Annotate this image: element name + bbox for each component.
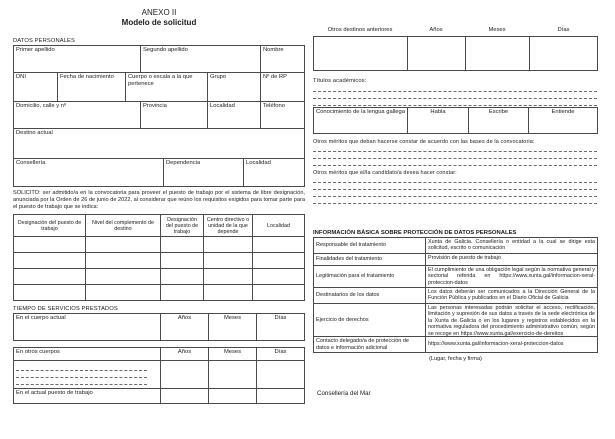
- field-nivel-complemento[interactable]: [86, 269, 161, 284]
- document-title: [13, 8, 305, 27]
- field-label: Dependencia: [166, 160, 201, 166]
- column-label: Otros destinos anteriores: [327, 27, 393, 33]
- table-row: [314, 304, 597, 337]
- field-label: DNI: [16, 74, 26, 80]
- field-actual-puesto[interactable]: [14, 389, 161, 403]
- fill-in-line[interactable]: [313, 152, 597, 159]
- field-primer-apellido[interactable]: [14, 46, 141, 72]
- signature-hint: (Lugar, fecha y firma): [429, 356, 482, 362]
- field-label: Consellería: [16, 160, 46, 166]
- puesto-trabajo-table: [13, 214, 305, 301]
- table-row: [14, 269, 304, 285]
- field-label: Fecha de nacimiento: [60, 74, 114, 80]
- field-anos[interactable]: [161, 389, 209, 403]
- pd-row-label: Destinatarios de los datos: [314, 288, 426, 303]
- field-telefono[interactable]: [261, 102, 304, 128]
- meritos-candidato-fill-lines: [313, 176, 597, 204]
- field-habla[interactable]: [408, 108, 469, 133]
- field-meses[interactable]: [466, 37, 530, 70]
- column-label: Días: [274, 315, 287, 321]
- table-row: [14, 389, 304, 404]
- pd-row-label: Legitimación para el tratamiento: [314, 266, 426, 287]
- field-nivel-complemento[interactable]: [86, 285, 161, 300]
- column-label: Años: [429, 27, 443, 33]
- field-designacion-puesto-2[interactable]: [161, 285, 204, 300]
- field-dependencia[interactable]: [164, 159, 244, 186]
- field-nivel-complemento[interactable]: [86, 253, 161, 268]
- table-row: [314, 254, 597, 266]
- field-label: Localidad: [246, 160, 271, 166]
- field-localidad-2[interactable]: [244, 159, 304, 186]
- field-fecha-nacimiento[interactable]: [58, 73, 126, 101]
- field-grupo[interactable]: [208, 73, 261, 101]
- meritos-bases-fill-lines: [313, 145, 597, 166]
- table-row: [314, 288, 597, 304]
- table-header-row: [14, 348, 304, 361]
- field-label: Domicilio, calle y nº: [16, 103, 67, 109]
- field-label: Teléfono: [263, 103, 285, 109]
- field-nivel-complemento[interactable]: [86, 237, 161, 252]
- column-label: Meses: [223, 315, 242, 321]
- column-header: [253, 215, 304, 236]
- field-anos[interactable]: [408, 37, 466, 70]
- field-label: En otros cuerpos: [16, 349, 60, 355]
- header-label: Designación del puesto de trabajo: [17, 219, 82, 232]
- field-designacion-puesto[interactable]: [14, 285, 86, 300]
- field-label: Segundo apellido: [143, 47, 188, 53]
- column-label: Días: [274, 349, 287, 355]
- footer-department: Consellería del Mar: [317, 390, 371, 397]
- otros-destinos-header: [313, 27, 598, 33]
- field-anos[interactable]: [161, 314, 209, 340]
- pd-row-value: Los datos deberán ser comunicados a la Dirección General de la Función Pública y publicados en el Diario Oficial de Galicia: [428, 289, 595, 302]
- annex-title: ANEXO II: [141, 8, 177, 17]
- field-designacion-puesto[interactable]: [14, 253, 86, 268]
- column-label: Entiende: [551, 109, 575, 115]
- field-localidad-puesto[interactable]: [253, 269, 304, 284]
- table-row: [14, 237, 304, 253]
- table-row: [14, 159, 304, 187]
- field-localidad-puesto[interactable]: [253, 285, 304, 300]
- otros-meritos-candidato-label: Otros méritos que el/la candidato/a desea hacer constar:: [313, 170, 457, 176]
- field-label: Destino actual: [16, 130, 53, 136]
- field-localidad-puesto[interactable]: [253, 237, 304, 252]
- table-row: [314, 337, 597, 353]
- field-label: Primer apellido: [16, 47, 55, 53]
- table-row: [14, 46, 304, 73]
- fill-in-line[interactable]: [16, 364, 147, 371]
- table-row: [14, 253, 304, 269]
- field-dias[interactable]: [257, 389, 304, 403]
- column-header: [86, 215, 161, 236]
- column-label: Escribe: [488, 109, 509, 115]
- right-column: [313, 0, 598, 439]
- table-row: [14, 314, 304, 341]
- field-label: Nombre: [263, 47, 284, 53]
- field-label: En el cuerpo actual: [16, 315, 66, 321]
- field-conselleria[interactable]: [14, 159, 164, 186]
- pd-row-label: Ejercicio de derechos: [314, 304, 426, 336]
- field-cuerpo-actual[interactable]: [14, 314, 161, 340]
- column-label: Meses: [488, 27, 506, 33]
- pd-row-value: Xunta de Galicia. Consellería o entidad a la cual se dirige esta solicitud, escrito o comunicación: [428, 239, 595, 252]
- column-header: [209, 348, 257, 360]
- column-header: [14, 215, 86, 236]
- fill-in-line[interactable]: [313, 183, 597, 190]
- table-row: [14, 361, 304, 389]
- otros-meritos-bases-label: Otros méritos que deban hacerse constar de acuerdo con las bases de la convocatoria:: [313, 139, 535, 145]
- field-dias[interactable]: [530, 37, 597, 70]
- table-row: [14, 73, 304, 102]
- field-meses[interactable]: [209, 314, 257, 340]
- header-label: Localidad: [266, 222, 291, 229]
- table-header-row: [14, 215, 304, 237]
- field-otros-cuerpos-lines[interactable]: [14, 361, 161, 388]
- field-label: Localidad: [210, 103, 235, 109]
- titulos-fill-lines: [313, 85, 597, 106]
- field-segundo-apellido[interactable]: [141, 46, 261, 72]
- lengua-gallega-table: [313, 107, 598, 134]
- fill-in-line[interactable]: [313, 92, 597, 99]
- field-anos[interactable]: [161, 361, 209, 388]
- pd-row-value: Provisión de puesto de trabajo: [428, 255, 501, 261]
- field-nombre[interactable]: [261, 46, 304, 72]
- fill-in-line[interactable]: [313, 176, 597, 183]
- datos-personales-table: [13, 45, 305, 187]
- field-designacion-puesto-2[interactable]: [161, 237, 204, 252]
- field-label: Nº de RP: [263, 74, 288, 80]
- table-row: [14, 129, 304, 159]
- header-label: Nivel del complemento de destino: [91, 219, 155, 232]
- field-lengua-gallega[interactable]: [314, 108, 408, 133]
- field-cuerpo-escala[interactable]: [126, 73, 208, 101]
- cuerpo-actual-table: [13, 313, 305, 341]
- field-designacion-puesto[interactable]: [14, 269, 86, 284]
- field-designacion-puesto[interactable]: [14, 237, 86, 252]
- field-escribe[interactable]: [469, 108, 529, 133]
- column-header: [161, 215, 204, 236]
- field-centro-directivo[interactable]: [204, 237, 253, 252]
- field-label: Cuerpo o escala a la que pertenece: [128, 74, 193, 87]
- section-datos-personales: DATOS PERSONALES: [13, 38, 75, 44]
- otros-cuerpos-table: [13, 347, 305, 404]
- field-centro-directivo[interactable]: [204, 253, 253, 268]
- pd-row-label: Responsable del tratamiento: [314, 238, 426, 253]
- field-domicilio[interactable]: [14, 102, 141, 128]
- table-row: [314, 266, 597, 288]
- left-column: [13, 0, 305, 439]
- table-row: [314, 37, 597, 71]
- pd-row-label: Contacto delegado/a de protección de datos e información adicional: [314, 337, 426, 352]
- fill-in-line[interactable]: [313, 99, 597, 106]
- titulos-academicos-label: Títulos académicos:: [313, 78, 367, 84]
- solicito-paragraph: SOLICITO: ser admitido/a en la convocatoria para proveer el puesto de trabajo por el sistema de libre designación, anunciada por la Orden de 26 de junio de 2022, al considerar que reúno los requisitos exigidos para tomar parte para el puesto de trabajo que se indica:: [13, 190, 305, 210]
- column-header: [161, 348, 209, 360]
- field-provincia[interactable]: [141, 102, 208, 128]
- proteccion-datos-title: INFORMACIÓN BÁSICA SOBRE PROTECCIÓN DE DATOS PERSONALES: [313, 230, 517, 236]
- field-localidad[interactable]: [208, 102, 261, 128]
- field-destino-actual[interactable]: [14, 129, 304, 158]
- otros-destinos-table: [313, 36, 598, 71]
- field-localidad-puesto[interactable]: [253, 253, 304, 268]
- field-otros-destinos[interactable]: [314, 37, 408, 70]
- field-entiende[interactable]: [529, 108, 597, 133]
- header-label: Designación del puesto de trabajo: [165, 216, 199, 235]
- header-label: Centro directivo o unidad de la que depende: [206, 216, 250, 235]
- fill-in-line[interactable]: [16, 371, 147, 378]
- table-row: [14, 285, 304, 301]
- column-label: Días: [557, 27, 570, 33]
- column-label: Años: [177, 315, 192, 321]
- field-centro-directivo[interactable]: [204, 285, 253, 300]
- fill-in-line[interactable]: [313, 159, 597, 166]
- field-label: En el actual puesto de trabajo: [16, 390, 93, 396]
- field-label: Conocimiento de la lengua gallega: [316, 109, 405, 115]
- pd-row-value: El cumplimiento de una obligación legal según la normativa general y sectorial referida en https://www.xunta.gal/informacion-xeral-proteccion-datos: [428, 267, 595, 286]
- pd-row-value: Las personas interesadas podrán solicitar el acceso, rectificación, limitación y supresión de sus datos a través de la sede electrónica de la Xunta de Galicia o en los lugares y registros establecidos en la normativa reguladora del procedimiento administrativo común, según se recoge en https://www.xunta.gal/exercicio-de-dereitos: [428, 305, 595, 336]
- table-row: [314, 108, 597, 134]
- field-designacion-puesto-2[interactable]: [161, 269, 204, 284]
- field-dias[interactable]: [257, 314, 304, 340]
- section-tiempo-servicios: TIEMPO DE SERVICIOS PRESTADOS: [13, 306, 118, 312]
- column-header: [257, 348, 304, 360]
- column-label: Habla: [430, 109, 446, 115]
- fill-in-line[interactable]: [313, 145, 597, 152]
- field-label: Grupo: [210, 74, 227, 80]
- field-num-rp[interactable]: [261, 73, 304, 101]
- fill-in-line[interactable]: [313, 85, 597, 92]
- field-dias[interactable]: [257, 361, 304, 388]
- fill-in-line[interactable]: [16, 378, 147, 385]
- pd-row-value: https://www.xunta.gal/informacion-xeral-proteccion-datos: [428, 341, 564, 348]
- table-row: [14, 102, 304, 129]
- field-otros-cuerpos[interactable]: [14, 348, 161, 360]
- field-dni[interactable]: [14, 73, 58, 101]
- table-row: [314, 238, 597, 254]
- field-meses[interactable]: [209, 389, 257, 403]
- column-label: Años: [177, 349, 192, 355]
- fill-in-line[interactable]: [313, 197, 597, 204]
- fill-in-line[interactable]: [313, 190, 597, 197]
- field-label: Provincia: [143, 103, 167, 109]
- field-designacion-puesto-2[interactable]: [161, 253, 204, 268]
- column-label: Meses: [223, 349, 242, 355]
- proteccion-datos-table: [313, 237, 598, 353]
- field-centro-directivo[interactable]: [204, 269, 253, 284]
- pd-row-label: Finalidades del tratamiento: [314, 254, 426, 265]
- column-header: [204, 215, 253, 236]
- field-meses[interactable]: [209, 361, 257, 388]
- form-subtitle: Modelo de solicitud: [121, 17, 197, 27]
